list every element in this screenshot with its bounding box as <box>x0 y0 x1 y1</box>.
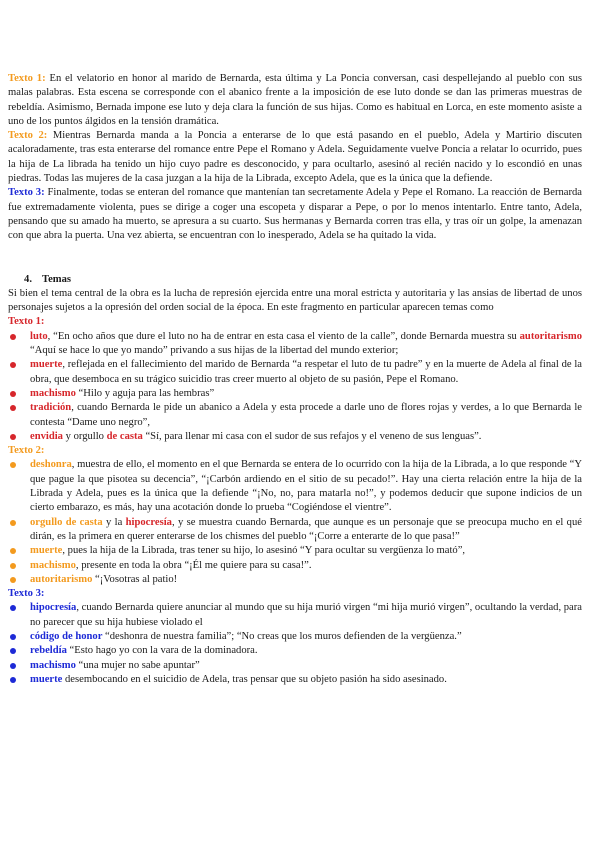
texto-3-label: Texto 3: <box>8 187 45 199</box>
texto-1-paragraph <box>8 72 582 129</box>
theme-text: , reflejada en el fallecimiento del marido de Bernarda “a respetar el luto de tu padre” y en la muerte de Adela al final de la obra, que desemboca en su trágico suicidio tras creer muerto al objeto de su pasión, Pepe el Romano. <box>30 359 582 385</box>
theme-keyword: luto <box>30 330 48 342</box>
bullet-dot-icon <box>10 605 16 611</box>
texto-2-body: Mientras Bernarda manda a la Poncia a enterarse de lo que está pasando en el pueblo, Adela y Martirio discuten acaloradamente, tras esta enterarse del romance entre Pepe el Romano y Adela. Seguidamente vuelve Poncia a relatar lo ocurrido, pues la hija de La librada ha tenido un hijo cuyo padre es desconocido, y para ocultarlo, asesinó al recién nacido y lo escondió en unas piedras. Todas las mujeres de la casa juzgan a la hija de la Librada, excepto Adela, que es la única que la defiende. <box>8 130 582 185</box>
temas-bullet-list <box>8 601 582 687</box>
theme-keyword: muerte <box>30 673 63 685</box>
theme-text: “Esto hago yo con la vara de la dominadora. <box>66 645 258 657</box>
bullet-dot-icon <box>10 648 16 654</box>
temas-bullet-item <box>8 330 582 359</box>
theme-keyword: hipocresía <box>30 602 77 614</box>
temas-bullet-item <box>8 573 582 587</box>
theme-text: “¡Vosotras al patio! <box>92 573 178 585</box>
theme-text: “deshonra de nuestra familia”; “No creas que los muros defienden de la vergüenza.” <box>102 630 462 642</box>
theme-keyword: código de honor <box>30 630 103 642</box>
theme-text: , y se muestra cuando Bernarda, que aunque es un personaje que se preocupa mucho en el qué dirán, es la primera en querer enterarse de los chismes del pueblo “¡Corre a enterarte de lo que pasa!” <box>30 516 582 542</box>
bullet-dot-icon <box>10 391 16 397</box>
temas-group-label: Texto 3: <box>8 588 45 600</box>
bullet-dot-icon <box>10 677 16 683</box>
theme-text: , presente en toda la obra “¡Él me quiere para su casa!”. <box>75 559 312 571</box>
texto-2-label: Texto 2: <box>8 130 48 142</box>
theme-text: desembocando en el suicidio de Adela, tras pensar que su objeto pasión ha sido asesinado. <box>62 673 447 685</box>
section-number: 4. <box>24 273 32 285</box>
temas-bullet-item <box>8 387 582 401</box>
theme-text: , “En ocho años que dure el luto no ha de entrar en esta casa el viento de la calle”, donde Bernarda muestra su <box>47 330 520 342</box>
bullet-dot-icon <box>10 634 16 640</box>
theme-keyword: autoritarismo <box>519 330 582 342</box>
texto-3-paragraph <box>8 186 582 243</box>
section-heading-temas <box>8 273 582 287</box>
temas-bullet-list <box>8 330 582 444</box>
bullet-dot-icon <box>10 577 16 583</box>
temas-groups <box>8 315 582 687</box>
document-content <box>8 72 582 687</box>
theme-keyword: autoritarismo <box>30 573 93 585</box>
theme-keyword: hipocresía <box>125 516 172 528</box>
bullet-dot-icon <box>10 663 16 669</box>
bullet-dot-icon <box>10 520 16 526</box>
temas-bullet-item <box>8 644 582 658</box>
temas-bullet-item <box>8 516 582 545</box>
temas-group-label: Texto 1: <box>8 316 45 328</box>
temas-bullet-item <box>8 458 582 515</box>
theme-keyword: muerte <box>30 545 63 557</box>
theme-keyword: orgullo de casta <box>30 516 103 528</box>
temas-bullet-item <box>8 358 582 387</box>
theme-keyword: envidia <box>30 430 63 442</box>
theme-keyword: tradición <box>30 402 72 414</box>
bullet-dot-icon <box>10 362 16 368</box>
temas-bullet-item <box>8 559 582 573</box>
theme-text: , cuando Bernarda le pide un abanico a Adela y esta procede a darle uno de flores rojas y verdes, a lo que Bernarda le contesta “Dame uno negro”, <box>30 402 582 428</box>
texto-1-body: En el velatorio en honor al marido de Bernarda, esta última y La Poncia conversan, casi despellejando al pueblo con sus malas palabras. Esta escena se corresponde con el abanico frente a la imposición de ese luto donde se dan las primeras muestras de rebeldía. Asimismo, Bernada impone ese luto y deja clara la función de sus hijas. Como es habitual en Lorca, en este momento asiste a uno de los puntos álgidos en la tensión dramática. <box>8 73 583 127</box>
temas-bullet-list <box>8 458 582 587</box>
temas-bullet-item <box>8 544 582 558</box>
bullet-dot-icon <box>10 563 16 569</box>
texto-3-body: Finalmente, todas se enteran del romance que mantenían tan secretamente Adela y Pepe el Romano. La reacción de Bernarda fue extremadamente violenta, pues se dirige a coger una escopeta y disparar a Pepe, o por lo menos intentarlo. Entre tanto, Adela, pensando que su amado ha muerto, se apresura a su cuarto. Sus hermanas y Bernarda corren tras ella, y tras oír un golpe, la amenazan con que abra la puerta. Una vez abierta, se encuentran con lo inesperado, Adela se ha quitado la vida. <box>8 187 583 242</box>
bullet-dot-icon <box>10 334 16 340</box>
theme-text: , cuando Bernarda quiere anunciar al mundo que su hija murió virgen “mi hija murió virgen”, ocultando la verdad, para no parecer que su hija hubiese violado el <box>30 602 582 628</box>
texto-1-label: Texto 1: <box>8 73 46 84</box>
temas-intro: Si bien el tema central de la obra es la lucha de represión ejercida entre una moral estricta y autoritaria y las ansias de libertad de unos personajes sujetos a la opresión del orden social de la época. En este fragmento en particular aparecen temas como <box>8 287 582 314</box>
theme-text: , muestra de ello, el momento en el que Bernarda se entera de lo ocurrido con la hija de la Librada, a lo que responde “Y que pague la que pisotea su decencia”, “¡Carbón ardiendo en el sitio de su pecado!”. Hay una cierta relación entre la hija de la Librada y Adela, pues es la única que la defiende “¡No, no, para matarla no!”, y podemos deducir que supone indicios de un cierto embarazo, es más, hay una acotación donde lo prueba “Cogiéndose el vientre”. <box>30 459 582 514</box>
temas-group-label: Texto 2: <box>8 445 45 457</box>
theme-text: “Hilo y aguja para las hembras” <box>75 387 215 399</box>
theme-keyword: machismo <box>30 559 76 571</box>
theme-keyword: machismo <box>30 387 76 399</box>
theme-keyword: machismo <box>30 659 76 671</box>
theme-text: y orgullo <box>62 430 107 442</box>
bullet-dot-icon <box>10 462 16 468</box>
temas-bullet-item <box>8 430 582 444</box>
theme-text: “una mujer no sabe apuntar” <box>75 659 200 671</box>
bullet-dot-icon <box>10 405 16 411</box>
temas-bullet-item <box>8 630 582 644</box>
theme-text: y la <box>102 516 126 528</box>
temas-bullet-item <box>8 659 582 673</box>
bullet-dot-icon <box>10 434 16 440</box>
section-title: Temas <box>42 273 72 285</box>
bullet-dot-icon <box>10 548 16 554</box>
theme-keyword: deshonra <box>30 459 72 471</box>
texto-2-paragraph <box>8 129 582 186</box>
theme-text: “Aquí se hace lo que yo mando” privando a sus hijas de la libertad del mundo exterior; <box>30 345 399 357</box>
theme-keyword: rebeldía <box>30 645 67 657</box>
theme-text: , pues la hija de la Librada, tras tener su hijo, lo asesinó “Y para ocultar su vergüenza lo mató”, <box>62 545 466 557</box>
theme-text: “Sí, para llenar mi casa con el sudor de sus refajos y el veneno de sus lenguas”. <box>142 430 482 442</box>
temas-bullet-item <box>8 673 582 687</box>
theme-keyword: de casta <box>106 430 143 442</box>
temas-bullet-item <box>8 401 582 430</box>
theme-keyword: muerte <box>30 359 63 371</box>
temas-bullet-item <box>8 601 582 630</box>
